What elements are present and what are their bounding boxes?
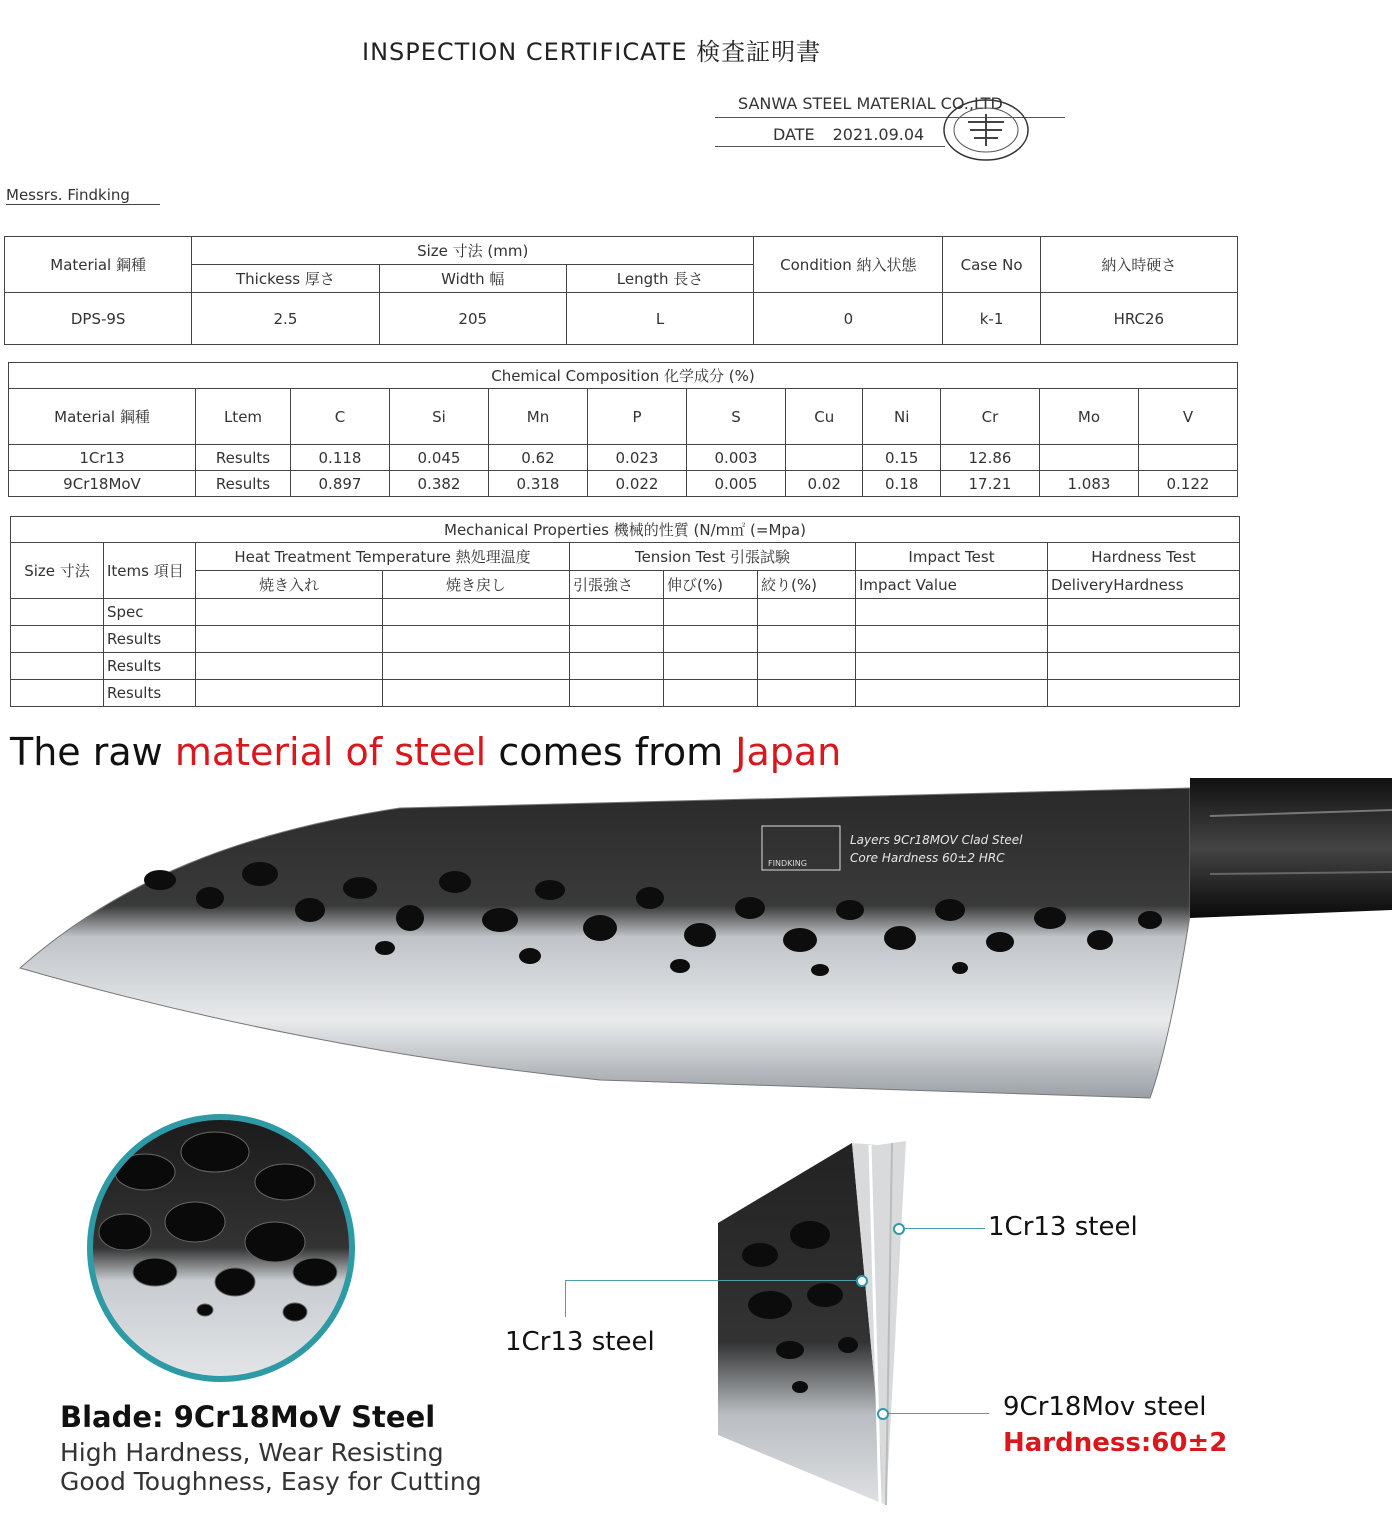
cell: 0.15 — [863, 445, 940, 471]
chemical-table — [8, 362, 1238, 497]
cell: 0.897 — [291, 471, 390, 497]
col-header: P — [588, 389, 687, 445]
blade-desc-1: High Hardness, Wear Resisting — [60, 1438, 444, 1467]
divider — [715, 146, 945, 147]
company-name: SANWA STEEL MATERIAL CO.,LTD — [738, 94, 1003, 113]
cell: 0.62 — [489, 445, 588, 471]
col-header: Cr — [940, 389, 1039, 445]
headline-part: The raw — [10, 730, 175, 774]
cell: 17.21 — [940, 471, 1039, 497]
size-header: Size 寸法 — [11, 543, 104, 599]
chemical-title: Chemical Composition 化学成分 (%) — [9, 363, 1238, 389]
condition-header: Condition 納入状態 — [754, 237, 943, 293]
row-label: Results — [104, 626, 196, 653]
quench-header: 焼き入れ — [196, 571, 383, 599]
engraving-line1: Layers 9Cr18MOV Clad Steel — [850, 833, 1023, 847]
col-header: Material 鋼種 — [9, 389, 196, 445]
engraving-line2: Core Hardness 60±2 HRC — [850, 851, 1005, 865]
cell — [786, 445, 863, 471]
label-core: 9Cr18Mov steel — [1003, 1392, 1207, 1422]
cell: 0.118 — [291, 445, 390, 471]
cell: 0.02 — [786, 471, 863, 497]
col-header: Mn — [489, 389, 588, 445]
col-header: S — [687, 389, 786, 445]
thickness-header: Thickess 厚さ — [192, 265, 379, 293]
hardness-cell: HRC26 — [1040, 293, 1237, 345]
table-row — [11, 680, 1240, 707]
blade-title: Blade: 9Cr18MoV Steel — [60, 1400, 436, 1434]
blade-cross-section-image — [710, 1135, 930, 1515]
handle — [1190, 778, 1392, 918]
col-header: Mo — [1039, 389, 1138, 445]
hardness-test-header: Hardness Test — [1048, 543, 1240, 571]
length-header: Length 長さ — [566, 265, 753, 293]
label-outer-left: 1Cr13 steel — [505, 1327, 655, 1357]
cell: 0.022 — [588, 471, 687, 497]
impact-value-header: Impact Value — [856, 571, 1048, 599]
messrs: Messrs. Findking — [6, 186, 160, 205]
hardness-label: Hardness:60±2 — [1003, 1428, 1228, 1458]
table-row — [11, 599, 1240, 626]
headline-highlight: Japan — [735, 730, 842, 774]
cell: 0.003 — [687, 445, 786, 471]
table-row — [9, 471, 1238, 497]
leader-line — [565, 1280, 862, 1317]
knife-image — [0, 770, 1392, 1110]
cell: 0.045 — [390, 445, 489, 471]
col-header: V — [1138, 389, 1237, 445]
leader-line — [883, 1413, 989, 1414]
mechanical-title: Mechanical Properties 機械的性質 (N/m㎡ (=Mpa) — [11, 517, 1240, 543]
marker-dot — [877, 1408, 889, 1420]
headline — [10, 730, 841, 774]
size-header: Size 寸法 (mm) — [192, 237, 754, 265]
tensile-header: 引張強さ — [570, 571, 664, 599]
tension-header: Tension Test 引張試験 — [570, 543, 856, 571]
col-header: Ni — [863, 389, 940, 445]
case-cell: k-1 — [943, 293, 1040, 345]
label-outer-top: 1Cr13 steel — [988, 1212, 1138, 1242]
table-row — [11, 626, 1240, 653]
cell: 1Cr13 — [9, 445, 196, 471]
cell: 0.122 — [1138, 471, 1237, 497]
cell: 0.023 — [588, 445, 687, 471]
temper-header: 焼き戻し — [383, 571, 570, 599]
elongation-header: 伸び(%) — [664, 571, 758, 599]
material-cell: DPS-9S — [5, 293, 192, 345]
date-value: 2021.09.04 — [832, 125, 925, 144]
blade-desc-2: Good Toughness, Easy for Cutting — [60, 1467, 482, 1496]
headline-highlight: material of steel — [174, 730, 487, 774]
case-header: Case No — [943, 237, 1040, 293]
col-header: Si — [390, 389, 489, 445]
cell: Results — [196, 471, 291, 497]
date-row — [773, 125, 924, 144]
material-header: Material 鋼種 — [5, 237, 192, 293]
condition-cell: 0 — [754, 293, 943, 345]
cell: 0.382 — [390, 471, 489, 497]
headline-part: comes from — [486, 730, 736, 774]
brand-mark: FINDKING — [768, 859, 807, 868]
cell: Results — [196, 445, 291, 471]
length-cell: L — [566, 293, 753, 345]
cell: 12.86 — [940, 445, 1039, 471]
cell: 0.318 — [489, 471, 588, 497]
mechanical-table — [10, 516, 1240, 707]
row-label: Results — [104, 653, 196, 680]
col-header: Ltem — [196, 389, 291, 445]
marker-dot — [893, 1223, 905, 1235]
certificate-title: INSPECTION CERTIFICATE 検査証明書 — [362, 38, 822, 66]
impact-header: Impact Test — [856, 543, 1048, 571]
marker-dot — [856, 1275, 868, 1287]
width-header: Width 幅 — [379, 265, 566, 293]
heat-header: Heat Treatment Temperature 熱処理温度 — [196, 543, 570, 571]
items-header: Items 項目 — [104, 543, 196, 599]
thickness-cell: 2.5 — [192, 293, 379, 345]
cell: 0.005 — [687, 471, 786, 497]
row-label: Spec — [104, 599, 196, 626]
cell: 9Cr18MoV — [9, 471, 196, 497]
cell: 0.18 — [863, 471, 940, 497]
delivery-hardness-header: DeliveryHardness — [1048, 571, 1240, 599]
width-cell: 205 — [379, 293, 566, 345]
blade-closeup-image — [85, 1112, 357, 1384]
cell — [1138, 445, 1237, 471]
date-label: DATE — [773, 125, 815, 144]
reduction-header: 絞り(%) — [758, 571, 856, 599]
leader-line — [897, 1228, 985, 1229]
size-table — [4, 236, 1238, 345]
cell: 1.083 — [1039, 471, 1138, 497]
hardness-header: 納入時硬さ — [1040, 237, 1237, 293]
table-row — [11, 653, 1240, 680]
cell — [1039, 445, 1138, 471]
company-seal-stamp — [940, 96, 1032, 164]
table-row — [9, 445, 1238, 471]
col-header: Cu — [786, 389, 863, 445]
row-label: Results — [104, 680, 196, 707]
col-header: C — [291, 389, 390, 445]
